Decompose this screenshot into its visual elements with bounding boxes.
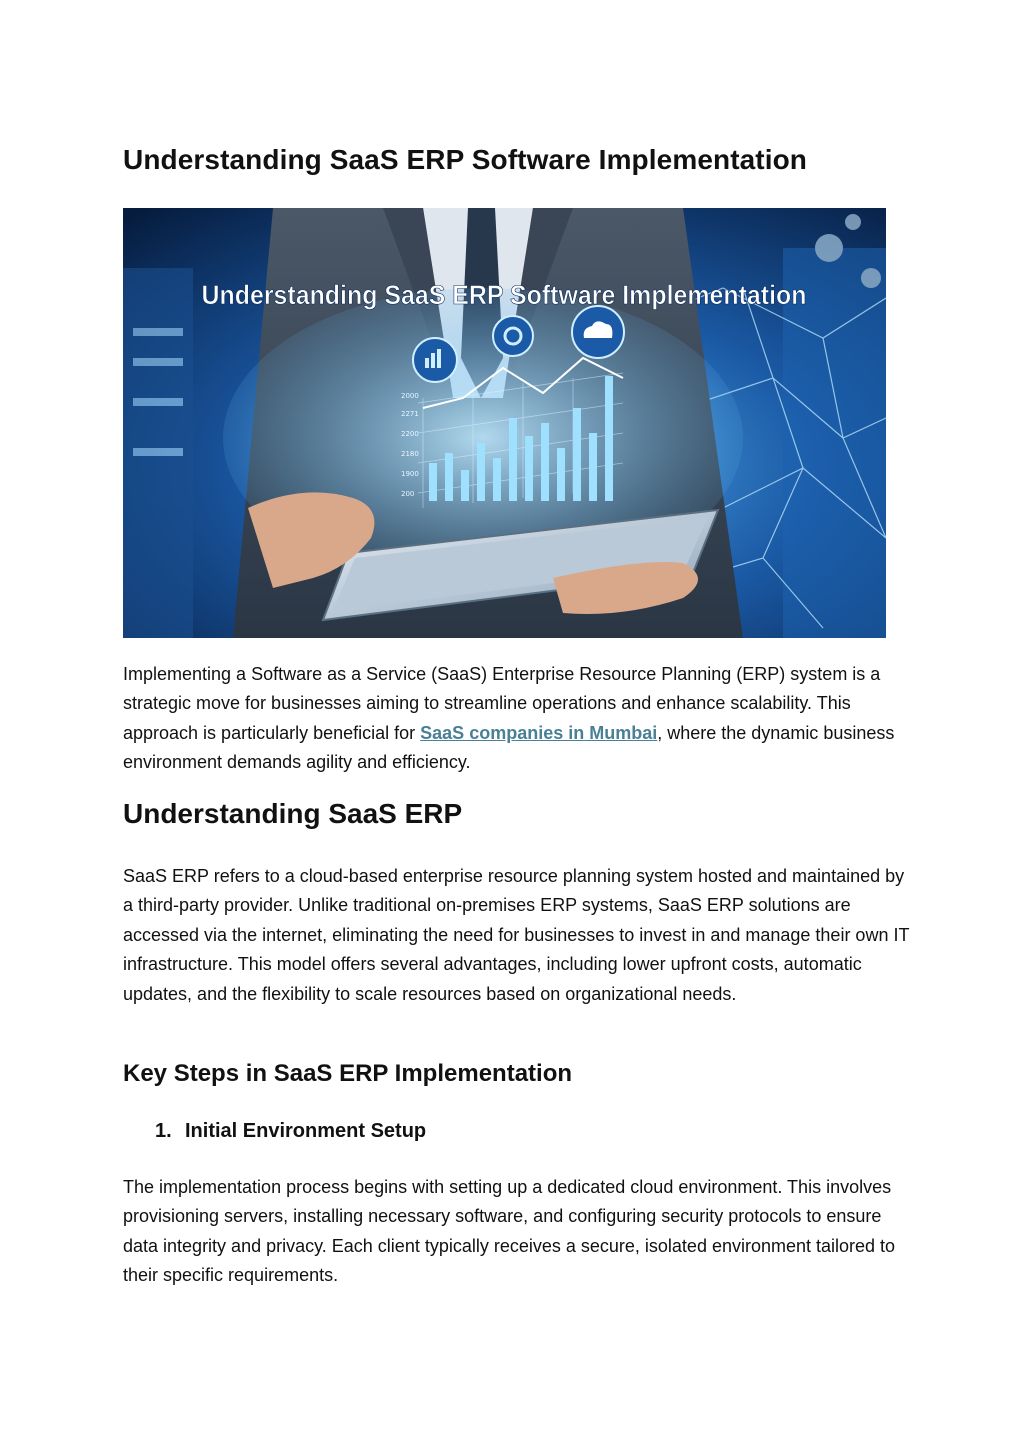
svg-text:2271: 2271 bbox=[401, 410, 419, 418]
svg-text:2000: 2000 bbox=[401, 392, 419, 400]
section-heading-understanding: Understanding SaaS ERP bbox=[123, 798, 463, 829]
hero-image bbox=[123, 208, 886, 638]
server-racks-right bbox=[783, 214, 886, 638]
gear-icon bbox=[493, 316, 533, 356]
page-title: Understanding SaaS ERP Software Implementation bbox=[123, 144, 807, 175]
server-racks-left bbox=[123, 268, 193, 638]
hero-overlay-text: Understanding SaaS ERP Software Implementation bbox=[201, 280, 807, 310]
step-1-number: 1. bbox=[155, 1120, 172, 1142]
cloud-icon bbox=[572, 306, 624, 358]
step-1-paragraph: The implementation process begins with setting up a dedicated cloud environment. This involves provisioning servers, installing necessary software, and configuring security protocols to ensure data integrity and privacy. Each client typically receives a secure, isolated environment tailored to their specific requirements. bbox=[123, 1177, 896, 1286]
svg-text:200: 200 bbox=[401, 490, 415, 498]
intro-text-before-link: Implementing a Software as a Service (SaaS) Enterprise Resource Planning (ERP) system is a strategic move for businesses aiming to streamline operations and enhance scalability. This approach is particularly beneficial for bbox=[123, 664, 881, 743]
svg-text:2200: 2200 bbox=[401, 430, 419, 438]
intro-text-after-link: , where the dynamic business environment demands agility and efficiency. bbox=[123, 722, 895, 773]
hero-illustration bbox=[123, 208, 886, 638]
saas-companies-mumbai-link[interactable]: SaaS companies in Mumbai bbox=[420, 722, 658, 743]
step-1-title: Initial Environment Setup bbox=[185, 1120, 427, 1142]
section-heading-key-steps: Key Steps in SaaS ERP Implementation bbox=[123, 1060, 573, 1087]
svg-text:1900: 1900 bbox=[401, 470, 419, 478]
svg-text:2180: 2180 bbox=[401, 450, 419, 458]
intro-paragraph bbox=[123, 660, 913, 778]
chart-icon bbox=[413, 338, 457, 382]
understanding-paragraph: SaaS ERP refers to a cloud-based enterprise resource planning system hosted and maintained by a third-party provider. Unlike traditional on-premises ERP systems, SaaS ERP solutions are accessed via the internet, eliminating the need for businesses to invest in and manage their own IT infrastructure. This model offers several advantages, including lower upfront costs, automatic updates, and the flexibility to scale resources based on organizational needs. bbox=[123, 866, 910, 1004]
step-1-heading bbox=[155, 1120, 426, 1143]
